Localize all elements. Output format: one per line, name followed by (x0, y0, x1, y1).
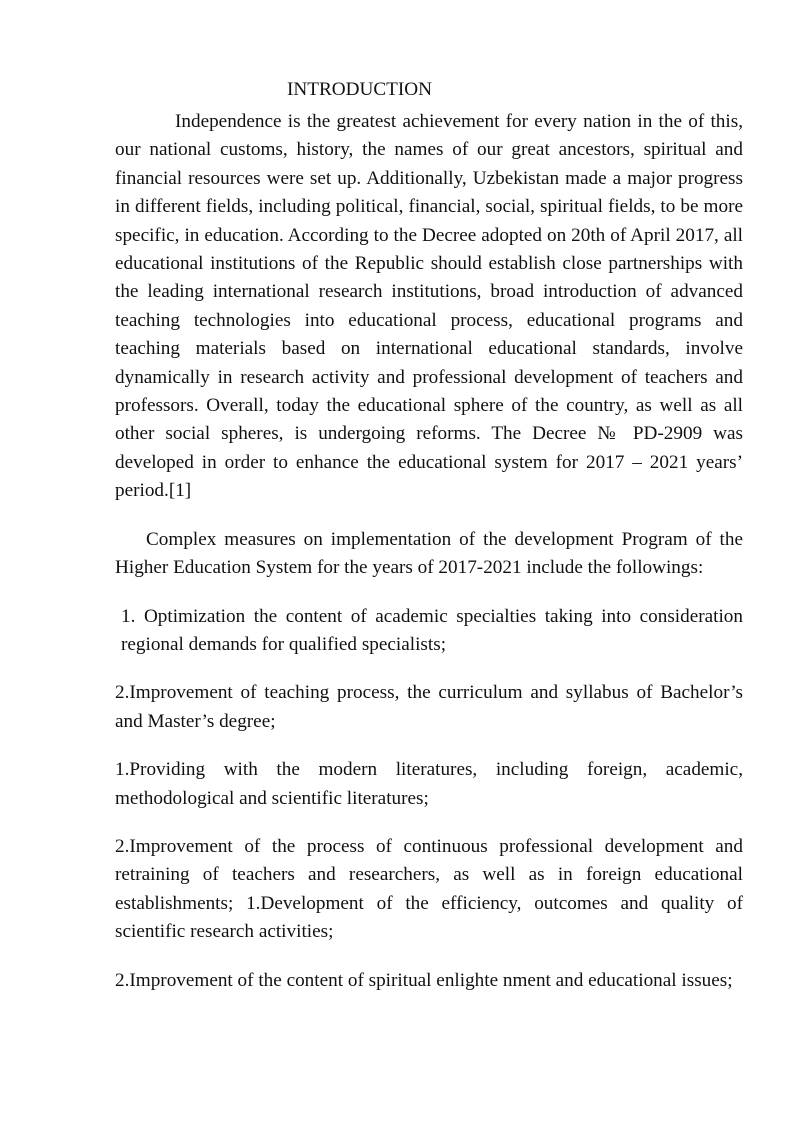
list-item-text: Improvement of teaching process, the curriculum and syllabus of Bachelor’s and Master’s degree; (115, 682, 743, 732)
document-page (115, 76, 743, 1015)
list-item (115, 603, 743, 660)
intro-paragraph: Independence is the greatest achievement for every nation in the of this, our national customs, history, the names of our great ancestors, spiritual and financial resources were set up. Additionally, Uzbekistan made a major progress in different fields, including political, financial, social, spiritual fields, to be more specific, in education. According to the Decree adopted on 20th of April 2017, all educational institutions of the Republic should establish close partnerships with the leading international research institutions, broad introduction of advanced teaching technologies into educational process, educational programs and teaching materials based on international educational standards, involve dynamically in research activity and professional development of teachers and professors. Overall, today the educational sphere of the country, as well as all other social spheres, is undergoing reforms. The Decree № PD-2909 was developed in order to enhance the educational system for 2017 – 2021 years’ period.[1] (115, 111, 743, 502)
list-item-text: Improvement of the content of spiritual enlighte nment and educational issues; (129, 969, 733, 991)
list-item-text: Providing with the modern literatures, including foreign, academic, methodological and scientific literatures; (115, 759, 743, 809)
list-item-number: 2. (115, 682, 130, 704)
list-item-text: Improvement of the process of continuous professional development and retraining of teachers and researchers, as well as in foreign educational establishments; (115, 835, 743, 914)
list-item-combined (115, 833, 743, 947)
list-item (115, 967, 743, 995)
list-item-number: 1. (121, 605, 136, 627)
list-item-number: 1. (115, 759, 130, 781)
list-item (115, 679, 743, 736)
measures-intro-paragraph: Complex measures on implementation of the development Program of the Higher Education System for the years of 2017-2021 include the followings: (115, 528, 743, 579)
list-item-number: 1. (246, 892, 261, 914)
list-item-number: 2. (115, 835, 130, 857)
list-item (115, 756, 743, 813)
page-title: INTRODUCTION (287, 79, 432, 100)
list-item-text: Development of the efficiency, outcomes and quality of scientific research activities; (115, 892, 744, 943)
list-item-number: 2. (115, 969, 130, 991)
list-item-text: Optimization the content of academic specialties taking into consideration regional demands for qualified specialists; (121, 605, 743, 655)
